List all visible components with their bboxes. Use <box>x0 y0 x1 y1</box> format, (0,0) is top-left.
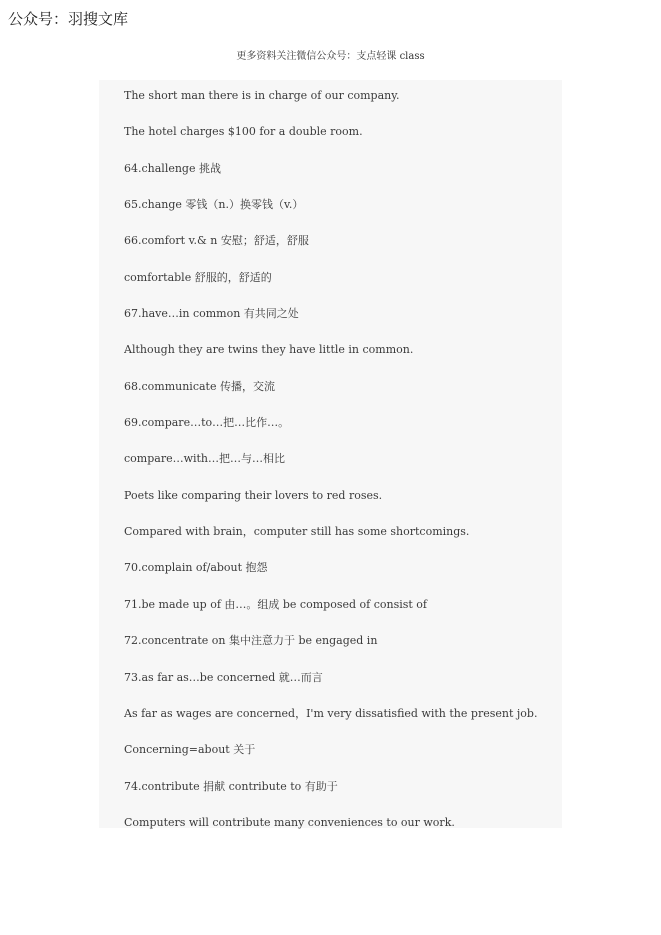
content-panel <box>99 80 562 828</box>
text-line: 74.contribute 捐献 contribute to 有助于 <box>124 779 338 793</box>
text-line: 68.communicate 传播，交流 <box>124 379 275 393</box>
text-line: Although they are twins they have little in common. <box>124 343 414 357</box>
text-line: 70.complain of/about 抱怨 <box>124 561 268 575</box>
text-line: Poets like comparing their lovers to red roses. <box>124 488 383 502</box>
text-line: comfortable 舒服的，舒适的 <box>124 270 272 284</box>
text-line: The short man there is in charge of our company. <box>124 89 400 102</box>
text-line: Computers will contribute many conveniences to our work. <box>124 815 455 829</box>
text-line: The hotel charges $100 for a double room. <box>124 125 363 139</box>
text-line: 67.have…in common 有共同之处 <box>124 307 299 321</box>
text-line: Compared with brain，computer still has some shortcomings. <box>124 525 470 539</box>
text-line: Concerning=about 关于 <box>124 743 256 757</box>
text-line: As far as wages are concerned，I'm very dissatisfied with the present job. <box>124 706 538 720</box>
text-line: 71.be made up of 由…。组成 be composed of consist of <box>124 597 427 611</box>
header-note: 更多资料关注微信公众号：支点轻课 class <box>236 51 425 62</box>
text-line: 65.change 零钱（n.）换零钱（v.） <box>124 198 304 212</box>
text-line: 72.concentrate on 集中注意力于 be engaged in <box>124 634 378 648</box>
text-line: compare…with…把…与…相比 <box>124 452 286 466</box>
text-line: 69.compare…to…把…比作…。 <box>124 416 290 430</box>
watermark-text: 公众号：羽搜文库 <box>8 10 129 28</box>
text-line: 66.comfort v.& n 安慰；舒适，舒服 <box>124 234 309 248</box>
text-line: 64.challenge 挑战 <box>124 161 221 175</box>
text-line: 73.as far as…be concerned 就…而言 <box>124 670 323 684</box>
